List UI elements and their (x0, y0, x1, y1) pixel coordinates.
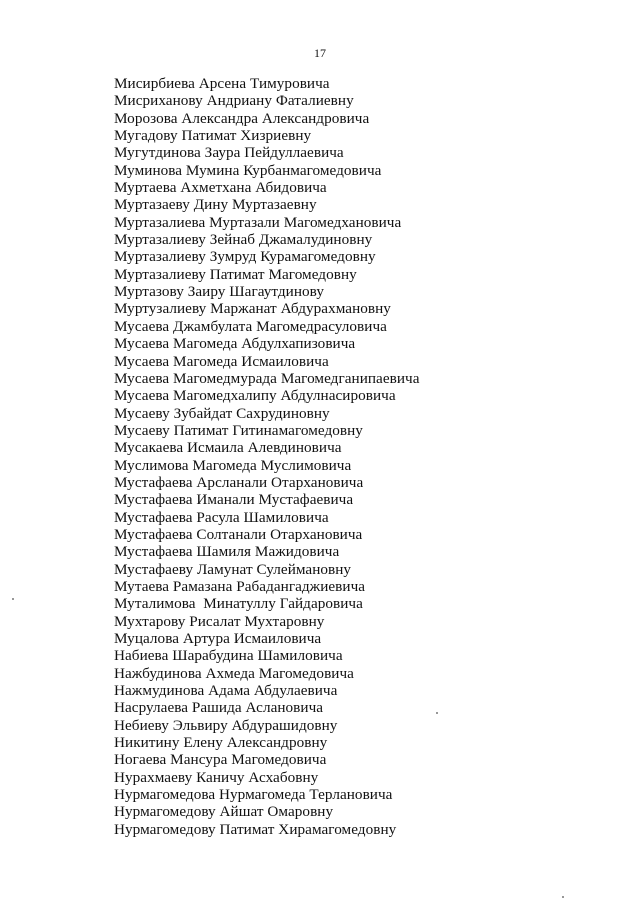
name-entry: Муртазову Заиру Шагаутдинову (114, 283, 324, 301)
name-entry: Нажмудинова Адама Абдулаевича (114, 682, 338, 700)
name-entry: Мустафаева Шамиля Мажидовича (114, 543, 340, 561)
name-entry: Мустафаева Иманали Мустафаевича (114, 491, 354, 509)
name-entry: Морозова Александра Александровича (114, 109, 370, 127)
name-entry: Мугадову Патимат Хизриевну (114, 127, 312, 145)
name-entry: Муртазаеву Дину Муртазаевну (114, 196, 317, 214)
name-entry: Мустафаева Арсланали Отархановича (114, 473, 364, 491)
name-entry: Муртузалиеву Маржанат Абдурахмановну (114, 300, 391, 318)
name-entry: Нурахмаеву Каничу Асхабовну (114, 768, 319, 786)
scan-speck (436, 712, 438, 714)
name-entry: Набиева Шарабудина Шамиловича (114, 647, 343, 665)
name-entry: Муслимова Магомеда Муслимовича (114, 456, 352, 474)
name-entry: Муртазалиева Муртазали Магомедхановича (114, 213, 402, 231)
name-entry: Мусаева Магомедхалипу Абдулнасировича (114, 387, 396, 405)
name-entry: Мугутдинова Заура Пейдуллаевича (114, 144, 344, 162)
name-entry: Мусаева Магомеда Абдулхапизовича (114, 335, 356, 353)
name-entry: Муртазалиеву Зейнаб Джамалудиновну (114, 231, 373, 249)
name-entry: Мусаева Магомеда Исмаиловича (114, 352, 329, 370)
name-entry: Нажбудинова Ахмеда Магомедовича (114, 664, 354, 682)
names-list (114, 75, 420, 838)
name-entry: Ногаева Мансура Магомедовича (114, 751, 327, 769)
name-entry: Муцалова Артура Исмаиловича (114, 630, 322, 647)
name-entry: Небиеву Эльвиру Абдурашидовну (114, 716, 338, 734)
page-number: 17 (314, 46, 326, 60)
name-entry: Мутаева Рамазана Рабадангаджиевича (114, 577, 366, 595)
name-entry: Никитину Елену Александровну (114, 734, 328, 752)
name-entry: Мусакаева Исмаила Алевдиновича (114, 439, 342, 457)
name-entry: Мустафаева Солтанали Отархановича (114, 525, 363, 543)
name-entry: Мухтарову Рисалат Мухтаровну (114, 612, 325, 630)
name-entry: Муртазалиеву Патимат Магомедовну (114, 265, 357, 283)
name-entry: Мусаеву Патимат Гитинамагомедовну (114, 421, 363, 439)
name-entry: Муминова Мумина Курбанмагомедовича (114, 161, 382, 179)
name-entry: Нурмагомедову Патимат Хирамагомедовну (114, 820, 397, 838)
name-entry: Мусаева Джамбулата Магомедрасуловича (114, 317, 387, 335)
name-entry: Муталимова Минатуллу Гайдаровича (114, 595, 363, 613)
name-entry: Муртаева Ахметхана Абидовича (114, 179, 327, 197)
name-entry: Насрулаева Рашида Аслановича (114, 699, 324, 717)
name-entry: Мустафаева Расула Шамиловича (114, 508, 329, 526)
name-entry: Мусаева Магомедмурада Магомедганипаевича (114, 369, 420, 387)
name-entry: Мусаеву Зубайдат Сахрудиновну (114, 404, 330, 422)
scan-speck (562, 896, 564, 898)
name-entry: Мисирбиева Арсена Тимуровича (114, 75, 330, 92)
name-entry: Мисриханову Андриану Фаталиевну (114, 92, 354, 110)
scan-speck (12, 598, 14, 600)
name-entry: Муртазалиеву Зумруд Курамагомедовну (114, 248, 376, 266)
name-entry: Нурмагомедова Нурмагомеда Терлановича (114, 786, 393, 804)
name-entry: Нурмагомедову Айшат Омаровну (114, 803, 334, 821)
name-entry: Мустафаеву Ламунат Сулеймановну (114, 560, 352, 578)
